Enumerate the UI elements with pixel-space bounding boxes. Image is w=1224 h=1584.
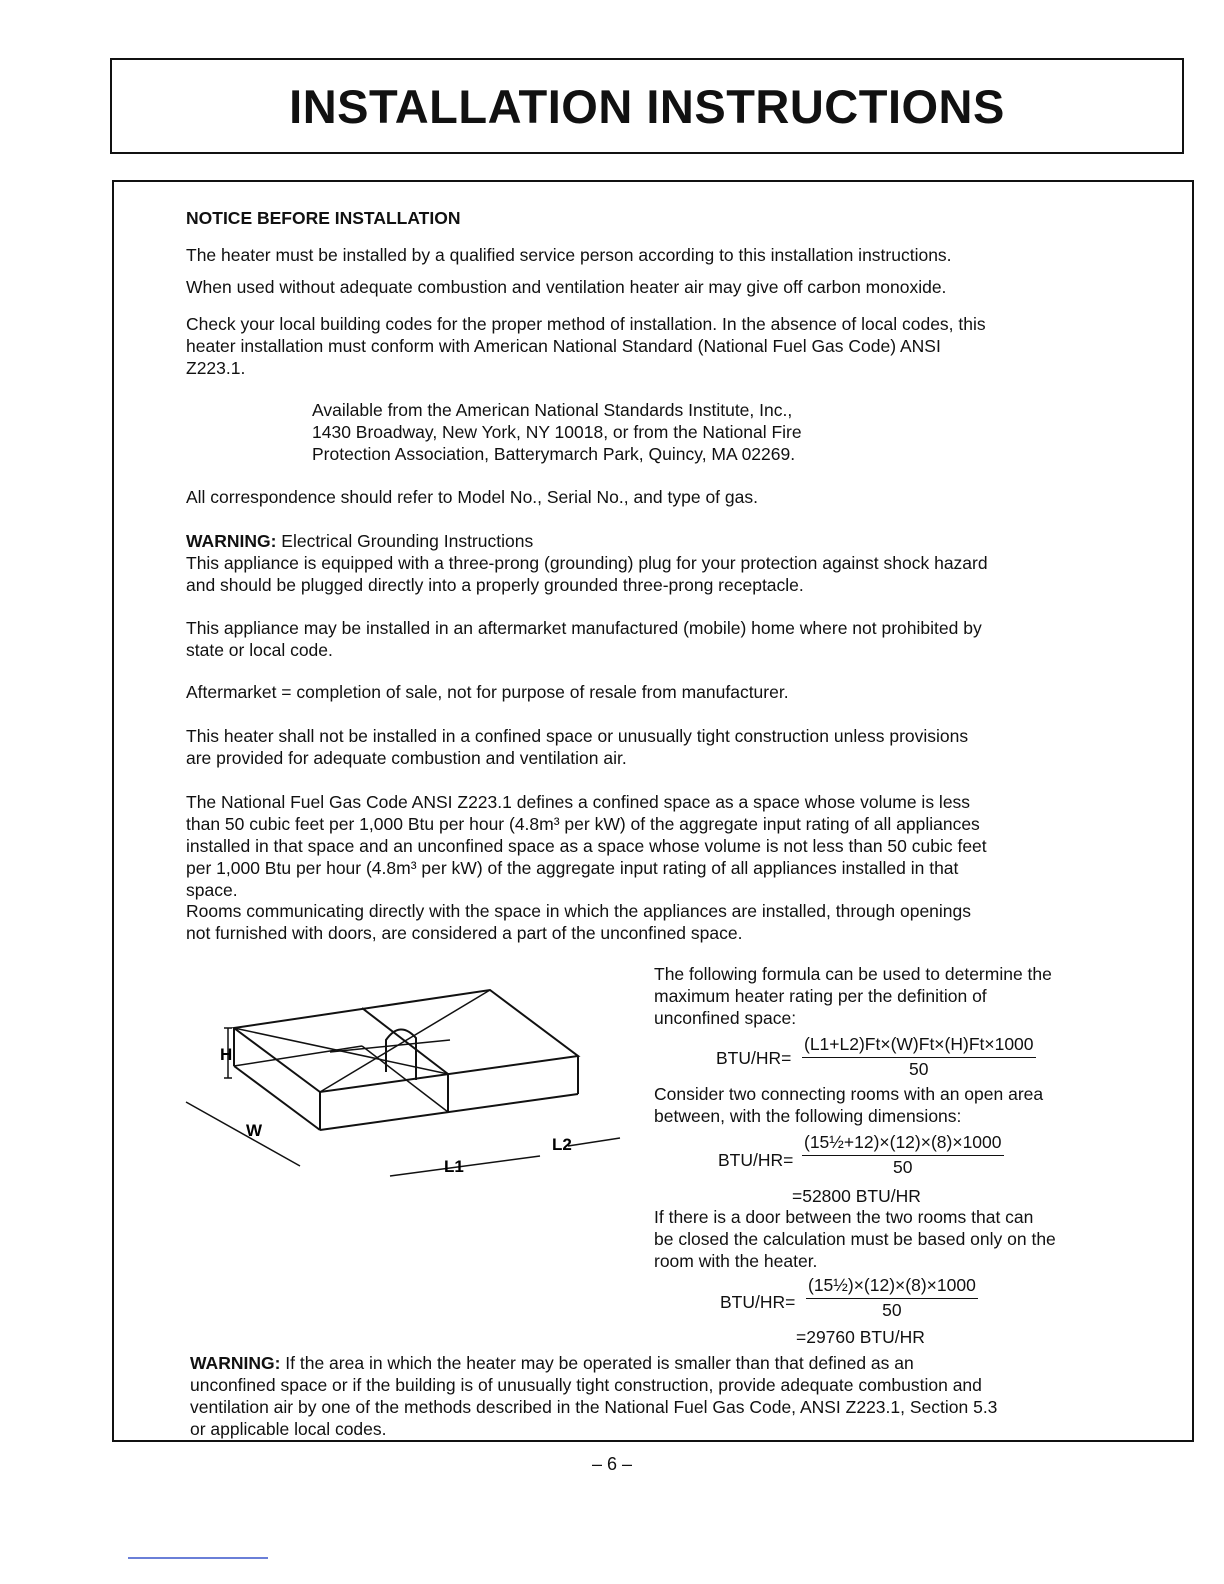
warning-ventilation-line: or applicable local codes. bbox=[190, 1419, 387, 1439]
nfgc-line: space. bbox=[186, 880, 238, 900]
warning-ventilation-text: If the area in which the heater may be operated is smaller than that defined as an bbox=[285, 1353, 914, 1373]
nfgc-line: Rooms communicating directly with the space in which the appliances are installed, through openings bbox=[186, 901, 972, 921]
mobile-home-line: This appliance may be installed in an aftermarket manufactured (mobile) home where not prohibited by bbox=[186, 618, 982, 638]
address-line: Protection Association, Batterymarch Park, Quincy, MA 02269. bbox=[312, 444, 796, 464]
page-title: INSTALLATION INSTRUCTIONS bbox=[289, 79, 1005, 133]
para-qualified: The heater must be installed by a qualified service person according to this installation instructions. bbox=[186, 245, 952, 265]
formula-numerator: (15½+12)×(12)×(8)×1000 bbox=[802, 1131, 1004, 1156]
l2-dimension-line bbox=[568, 1138, 620, 1146]
para-codes-line: Z223.1. bbox=[186, 358, 246, 378]
warning-ventilation-line bbox=[190, 1352, 914, 1374]
floor-line bbox=[234, 1046, 362, 1066]
footer-rule bbox=[128, 1557, 268, 1559]
nfgc-line: per 1,000 Btu per hour (4.8m³ per kW) of the aggregate input rating of all appliances installed in that bbox=[186, 858, 959, 878]
room-diagram bbox=[180, 980, 640, 1190]
mobile-home-line: state or local code. bbox=[186, 640, 333, 660]
formula-lhs: BTU/HR= bbox=[716, 1048, 792, 1068]
formula-numerator: (L1+L2)Ft×(W)Ft×(H)Ft×1000 bbox=[802, 1033, 1036, 1058]
formula-numerator: (15½)×(12)×(8)×1000 bbox=[806, 1274, 978, 1299]
confined-space-line: are provided for adequate combustion and ventilation air. bbox=[186, 748, 627, 768]
aftermarket-definition: Aftermarket = completion of sale, not for purpose of resale from manufacturer. bbox=[186, 682, 789, 702]
warning-ventilation-line: ventilation air by one of the methods described in the National Fuel Gas Code, ANSI Z223.1, Section 5.3 bbox=[190, 1397, 998, 1417]
warning-grounding-line: This appliance is equipped with a three-prong (grounding) plug for your protection against shock hazard bbox=[186, 553, 988, 573]
nfgc-line: The National Fuel Gas Code ANSI Z223.1 defines a confined space as a space whose volume is less bbox=[186, 792, 971, 812]
warning-label: WARNING: bbox=[190, 1353, 281, 1373]
nfgc-line: than 50 cubic feet per 1,000 Btu per hour (4.8m³ per kW) of the aggregate input rating of all appliances bbox=[186, 814, 980, 834]
warning-grounding-text: Electrical Grounding Instructions bbox=[281, 531, 534, 551]
label-l2: L2 bbox=[552, 1135, 572, 1154]
formula-denominator: 50 bbox=[882, 1300, 902, 1320]
formula-denominator: 50 bbox=[893, 1157, 913, 1177]
page-number: – 6 – bbox=[592, 1454, 633, 1474]
correspondence-note: All correspondence should refer to Model No., Serial No., and type of gas. bbox=[186, 487, 758, 507]
label-w: W bbox=[246, 1121, 263, 1140]
consider-line: between, with the following dimensions: bbox=[654, 1106, 962, 1126]
formula-result: =29760 BTU/HR bbox=[796, 1327, 925, 1347]
formula-lhs: BTU/HR= bbox=[718, 1150, 794, 1170]
formula-lhs: BTU/HR= bbox=[720, 1292, 796, 1312]
label-l1: L1 bbox=[444, 1157, 464, 1176]
warning-grounding-title bbox=[186, 530, 533, 552]
formula-intro-line: unconfined space: bbox=[654, 1008, 797, 1028]
door-line: room with the heater. bbox=[654, 1251, 818, 1271]
nfgc-line: installed in that space and an unconfined space as a space whose volume is not less than 50 cubic feet bbox=[186, 836, 987, 856]
formula-denominator: 50 bbox=[909, 1059, 929, 1079]
notice-heading: NOTICE BEFORE INSTALLATION bbox=[186, 208, 461, 228]
para-carbon-monoxide: When used without adequate combustion and ventilation heater air may give off carbon monoxide. bbox=[186, 277, 947, 297]
door-line: If there is a door between the two rooms that can bbox=[654, 1207, 1034, 1227]
l1-dimension-line bbox=[390, 1156, 540, 1176]
title-box bbox=[110, 58, 1184, 154]
formula-fraction bbox=[802, 1033, 1036, 1080]
nfgc-line: not furnished with doors, are considered a part of the unconfined space. bbox=[186, 923, 743, 943]
warning-ventilation-line: unconfined space or if the building is of unusually tight construction, provide adequate combustion and bbox=[190, 1375, 982, 1395]
address-line: Available from the American National Standards Institute, Inc., bbox=[312, 400, 793, 420]
formula-result: =52800 BTU/HR bbox=[792, 1186, 921, 1206]
label-h: H bbox=[220, 1045, 233, 1064]
warning-grounding-line: and should be plugged directly into a properly grounded three-prong receptacle. bbox=[186, 575, 804, 595]
para-codes-line: heater installation must conform with American National Standard (National Fuel Gas Code) ANSI bbox=[186, 336, 941, 356]
warning-label: WARNING: bbox=[186, 531, 277, 551]
diagonal-line bbox=[320, 990, 490, 1092]
door-line: be closed the calculation must be based only on the bbox=[654, 1229, 1056, 1249]
address-line: 1430 Broadway, New York, NY 10018, or from the National Fire bbox=[312, 422, 802, 442]
formula-fraction bbox=[802, 1131, 1004, 1178]
para-codes-line: Check your local building codes for the proper method of installation. In the absence of local codes, this bbox=[186, 314, 986, 334]
formula-intro-line: The following formula can be used to determine the bbox=[654, 964, 1052, 984]
consider-line: Consider two connecting rooms with an open area bbox=[654, 1084, 1044, 1104]
formula-intro-line: maximum heater rating per the definition of bbox=[654, 986, 987, 1006]
floor-line bbox=[362, 1046, 448, 1112]
formula-fraction bbox=[806, 1274, 978, 1321]
confined-space-line: This heater shall not be installed in a confined space or unusually tight construction unless provisions bbox=[186, 726, 969, 746]
w-dimension-line bbox=[186, 1102, 300, 1166]
